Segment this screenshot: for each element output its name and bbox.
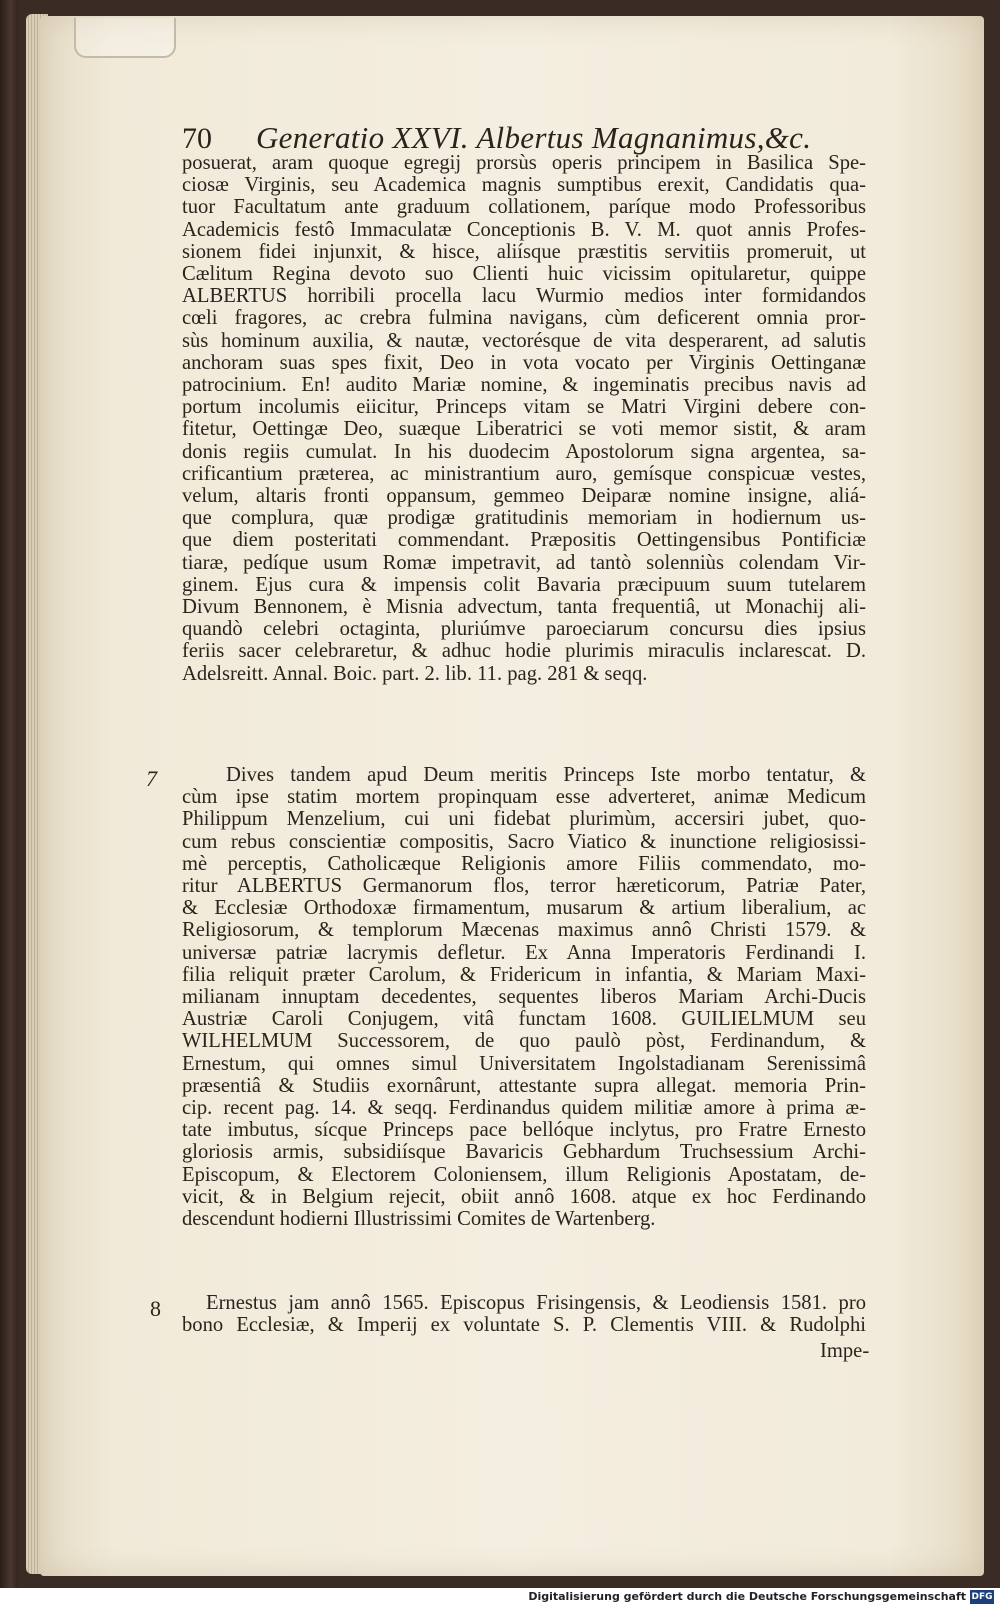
text-line: cùm ipse statim mortem propinquam esse adverteret, animæ Medicum [182,786,866,809]
text-line: Dives tandem apud Deum meritis Princeps Iste morbo tentatur, & [226,764,866,786]
text-line: cœli fragores, ac crebra fulmina navigans, cùm deficerent omnia pror- [182,307,866,330]
text-line: cum rebus conscientiæ compositis, Sacro Viatico & inunctione religiosissi- [182,830,866,853]
text-line: & Ecclesiæ Orthodoxæ firmamentum, musarum & artium liberalium, ac [182,897,866,920]
text-line: quandò celebri octaginta, pluriúmve paroeciarum concursu dies ipsius [182,618,866,641]
text-line: tiaræ, pedíque usum Romæ impetravit, ad tantò solenniùs colendam Vir- [182,551,866,574]
text-line: cip. recent pag. 14. & seqq. Ferdinandus quidem militiæ amore à prima æ- [182,1097,866,1120]
text-line: milianam innuptam decedentes, sequentes liberos Mariam Archi-Ducis [182,986,866,1009]
text-line: Cælitum Regina devoto suo Clienti huic vicissim opitularetur, quippe [182,263,866,286]
text-line: ciosæ Virginis, seu Academica magnis sumptibus erexit, Candidatis qua- [182,174,866,197]
page-title: Generatio XXVI. Albertus Magnanimus,&c. [256,120,812,155]
text-line: portum incolumis eiicitur, Princeps vitam se Matri Virgini debere con- [182,396,866,419]
text-line: patrocinium. En! audito Mariæ nomine, & ingeminatis precibus navis ad [182,374,866,397]
book-binding [0,0,18,1588]
text-line: Religiosorum, & templorum Mæcenas maximus annô Christi 1579. & [182,919,866,942]
text-line: bono Ecclesiæ, & Imperij ex voluntate S. P. Clementis VIII. & Rudolphi [182,1314,866,1337]
text-line: mè perceptis, Catholicæque Religionis amore Filiis commendato, mo- [182,852,866,875]
text-line: sùs hominum auxilia, & nautæ, vectorésque de vita desperarent, ad salutis [182,329,866,352]
text-line: præsentiâ & Studiis exornârunt, attestante supra allegat. memoria Prin- [182,1074,866,1097]
text-line: sionem fidei injunxit, & hisce, aliísque præstitis servitiis promeruit, ut [182,240,866,263]
text-line: filia reliquit præter Carolum, & Fridericum in infantia, & Mariam Maxi- [182,963,866,986]
text-line: que diem posteritati commendant. Præpositis Oettingensibus Pontificiæ [182,529,866,552]
text-line: tate imbutus, sícque Princeps pace bellóque inclytus, pro Fratre Ernesto [182,1119,866,1142]
text-line: WILHELMUM Successorem, de quo paulò pòst, Ferdinandum, & [182,1030,866,1053]
text-line: posuerat, aram quoque egregij prorsùs operis principem in Basilica Spe- [182,152,866,174]
text-line: anchoram suas spes fixit, Deo in vota vocato per Virginis Oettinganæ [182,351,866,374]
text-line: donis regiis cumulat. In his duodecim Apostolorum signa argentea, sa- [182,440,866,463]
page-number: 70 [182,122,212,155]
paragraph-8 [182,1292,866,1336]
paragraph-continuation [182,152,866,685]
text-line: ritur ALBERTUS Germanorum flos, terror hæreticorum, Patriæ Pater, [182,875,866,898]
text-line: ginem. Ejus cura & impensis colit Bavaria præcipuum suum tutelarem [182,573,866,596]
paragraph-7 [182,764,866,1230]
text-line: velum, altaris fronti oppansum, gemmeo Deiparæ nomine insigne, aliá- [182,485,866,508]
text-line: Academicis festô Immaculatæ Conceptionis B. V. M. quot annis Profes- [182,218,866,241]
running-head [182,120,812,156]
text-line: Ernestus jam annô 1565. Episcopus Frisingensis, & Leodiensis 1581. pro [206,1292,866,1314]
text-line: fitetur, Oettingæ Deo, suæque Liberatrici se voti memor sistit, & aram [182,418,866,441]
paragraph-number: 8 [150,1296,161,1321]
catchword: Impe- [820,1340,870,1362]
text-line: Divum Bennonem, è Misnia advectum, tanta frequentiâ, ut Monachij ali- [182,596,866,619]
text-line: vicit, & in Belgium rejecit, obiit annô 1608. atque ex hoc Ferdinando [182,1185,866,1208]
text-line: descendunt hodierni Illustrissimi Comites de Wartenberg. [182,1208,656,1231]
text-line: que complura, quæ prodigæ gratitudinis memoriam in hodiernum us- [182,507,866,530]
page-tab-mark [74,18,176,58]
text-line: Ernestum, qui omnes simul Universitatem Ingolstadianam Serenissimâ [182,1052,866,1075]
text-line: tuor Facultatum ante graduum collationem, paríque modo Professoribus [182,196,866,219]
text-line: Philippum Menzelium, cui uni fidebat plurimùm, accersiri jubet, quo- [182,808,866,831]
text-line: gloriosis armis, subsidiísque Bavaricis Gebhardum Truchsessium Archi- [182,1141,866,1164]
dfg-logo: DFG [971,1592,993,1602]
text-line: Episcopum, & Electorem Coloniensem, illum Religionis Apostatam, de- [182,1163,866,1186]
text-line: Austriæ Caroli Conjugem, vitâ functam 1608. GUILIELMUM seu [182,1008,866,1031]
text-line: crificantium præterea, ac ministrantium auro, gemísque conspicuæ vestes, [182,462,866,485]
paragraph-number: 7 [146,766,157,791]
footer-credit: Digitalisierung gefördert durch die Deutsche Forschungsgemeinschaft [528,1590,966,1603]
text-line: Adelsreitt. Annal. Boic. part. 2. lib. 11. pag. 281 & seqq. [182,662,648,685]
text-line: ALBERTUS horribili procella lacu Wurmio medios inter formidandos [182,285,866,308]
text-line: feriis sacer celebraretur, & adhuc hodie plurimis miraculis inclarescat. D. [182,640,866,663]
text-line: universæ patriæ lacrymis defletur. Ex Anna Imperatoris Ferdinandi I. [182,941,866,964]
